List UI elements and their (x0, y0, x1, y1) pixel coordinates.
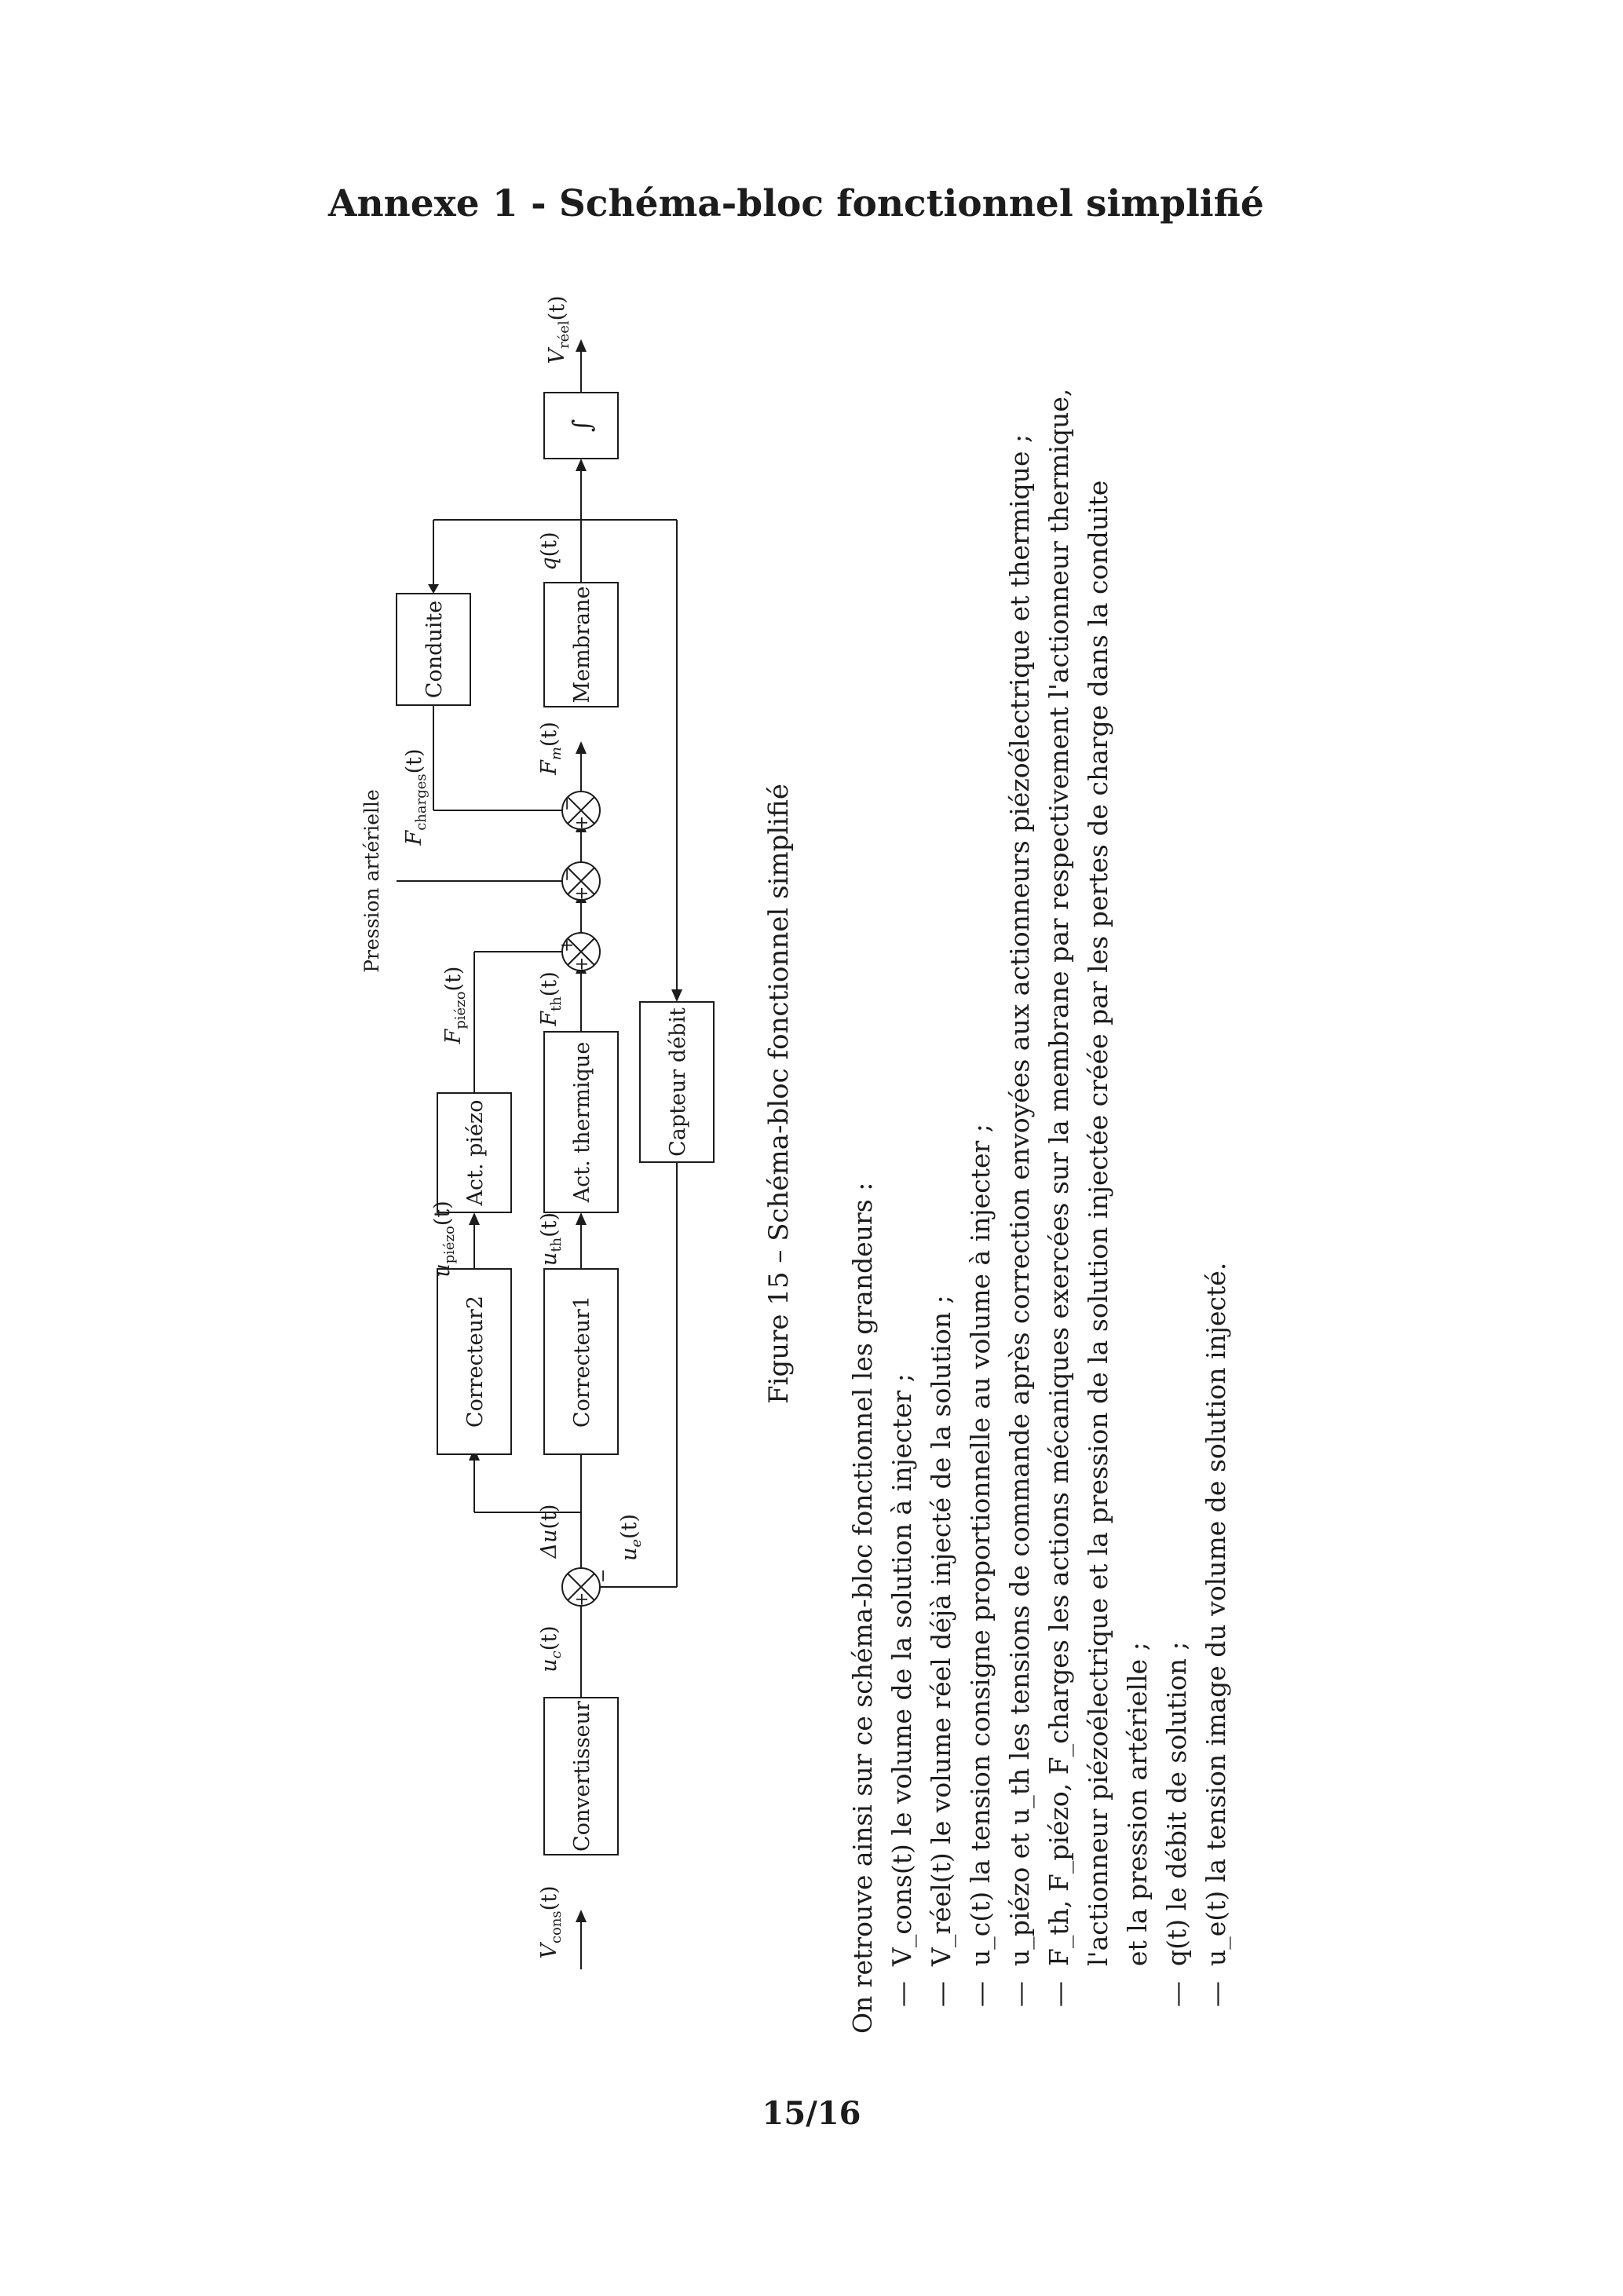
list-item-line: u_c(t) la tension consigne proportionnelle au volume à injecter ; (965, 1124, 996, 1966)
summer-error-minus: − (594, 1568, 613, 1583)
block-correcteur1 (544, 1269, 618, 1454)
label-v-cons: $V_{cons}(t)$ (537, 1885, 565, 1959)
list-item-line: V_cons(t) le volume de la solution à injecter ; (886, 1373, 917, 1966)
block-conduite (397, 594, 470, 705)
list-item-line: et la pression artérielle ; (1122, 1642, 1153, 1966)
figure-caption: Figure 15 – Schéma-bloc fonctionnel simplifié (763, 784, 795, 1404)
summer-forces-3-plus: + (572, 815, 592, 830)
page-title: Annexe 1 - Schéma-bloc fonctionnel simplifié (328, 182, 1264, 225)
list-bullet-dash: — (926, 1981, 956, 2007)
list-item-line: l'actionneur piézoélectrique et la pression de la solution injectée créée par les pertes de charge dans la conduite (1083, 480, 1113, 1966)
list-item-line: q(t) le débit de solution ; (1161, 1641, 1192, 1966)
description-block (847, 389, 1232, 2034)
block-act-thermique (544, 1032, 618, 1212)
label-f-charges: $F_{charges}(t)$ (402, 748, 430, 846)
act-piezo-label: Act. piézo (463, 1099, 488, 1206)
label-f-piezo: $F_{piézo}(t)$ (441, 966, 469, 1044)
block-correcteur2 (437, 1269, 511, 1454)
capteur-debit-label: Capteur débit (666, 1007, 690, 1157)
list-bullet-dash: — (886, 1981, 917, 2007)
membrane-label: Membrane (570, 586, 594, 704)
summer-forces-2-minus: − (557, 867, 577, 882)
label-delta-u: Δu(t) (537, 1504, 561, 1559)
block-capteur-debit (640, 1002, 714, 1162)
description-list (886, 389, 1232, 2007)
block-integrator (544, 393, 618, 459)
list-bullet-dash: — (1044, 1981, 1074, 2007)
pression-input (397, 876, 573, 887)
label-u-piezo: $u_{piézo}(t)$ (430, 1201, 458, 1278)
summer-forces-3 (557, 792, 600, 830)
list-item-line: u_piézo et u_th les tensions de commande après correction envoyées aux actionneurs piézoélectrique et thermique ; (1004, 433, 1035, 1966)
list-bullet-dash: — (1201, 1981, 1231, 2007)
description-intro: On retrouve ainsi sur ce schéma-bloc fonctionnel les grandeurs : (847, 1182, 878, 2034)
summer-forces-2-plus: + (572, 886, 592, 901)
list-bullet-dash: — (1004, 1981, 1035, 2007)
summer-forces-2 (557, 862, 600, 901)
label-f-m: $F_m(t)$ (537, 722, 565, 775)
label-q: q(t) (537, 532, 561, 571)
summer-error-plus: + (572, 1592, 592, 1607)
summer-forces-1 (557, 933, 600, 971)
act-thermique-label: Act. thermique (570, 1041, 594, 1203)
label-pression: Pression artérielle (360, 789, 383, 973)
summer-forces-1-plus-left: + (557, 938, 577, 952)
correcteur1-label: Correcteur1 (570, 1295, 594, 1428)
correcteur2-label: Correcteur2 (463, 1295, 488, 1428)
list-bullet-dash: — (1161, 1981, 1192, 2007)
label-u-e: $u_e(t)$ (617, 1514, 645, 1561)
integrator-symbol: ∫ (567, 419, 597, 433)
block-convertisseur (544, 1698, 618, 1855)
block-membrane (544, 583, 618, 707)
list-bullet-dash: — (965, 1981, 996, 2007)
list-item-line: u_e(t) la tension image du volume de solution injecté. (1201, 1262, 1231, 1966)
list-item-line: F_th, F_piézo, F_charges les actions mécaniques exercées sur la membrane par respectivement l'actionneur thermique, (1044, 388, 1074, 1966)
list-item-line: V_réel(t) le volume réel déjà injecté de la solution ; (926, 1295, 956, 1966)
summer-forces-1-plus-bottom: + (572, 956, 592, 971)
label-u-th: $u_{th}(t)$ (537, 1212, 565, 1267)
convertisseur-label: Convertisseur (570, 1701, 594, 1852)
label-v-reel: $V_{réel}(t)$ (545, 295, 572, 364)
label-f-th: $F_{th}(t)$ (537, 971, 565, 1026)
conduite-label: Conduite (422, 600, 447, 699)
label-u-c: $u_c(t)$ (537, 1625, 565, 1673)
summer-forces-3-minus: − (557, 796, 577, 811)
block-act-piezo (437, 1093, 511, 1212)
page-number: 15/16 (762, 2095, 861, 2132)
